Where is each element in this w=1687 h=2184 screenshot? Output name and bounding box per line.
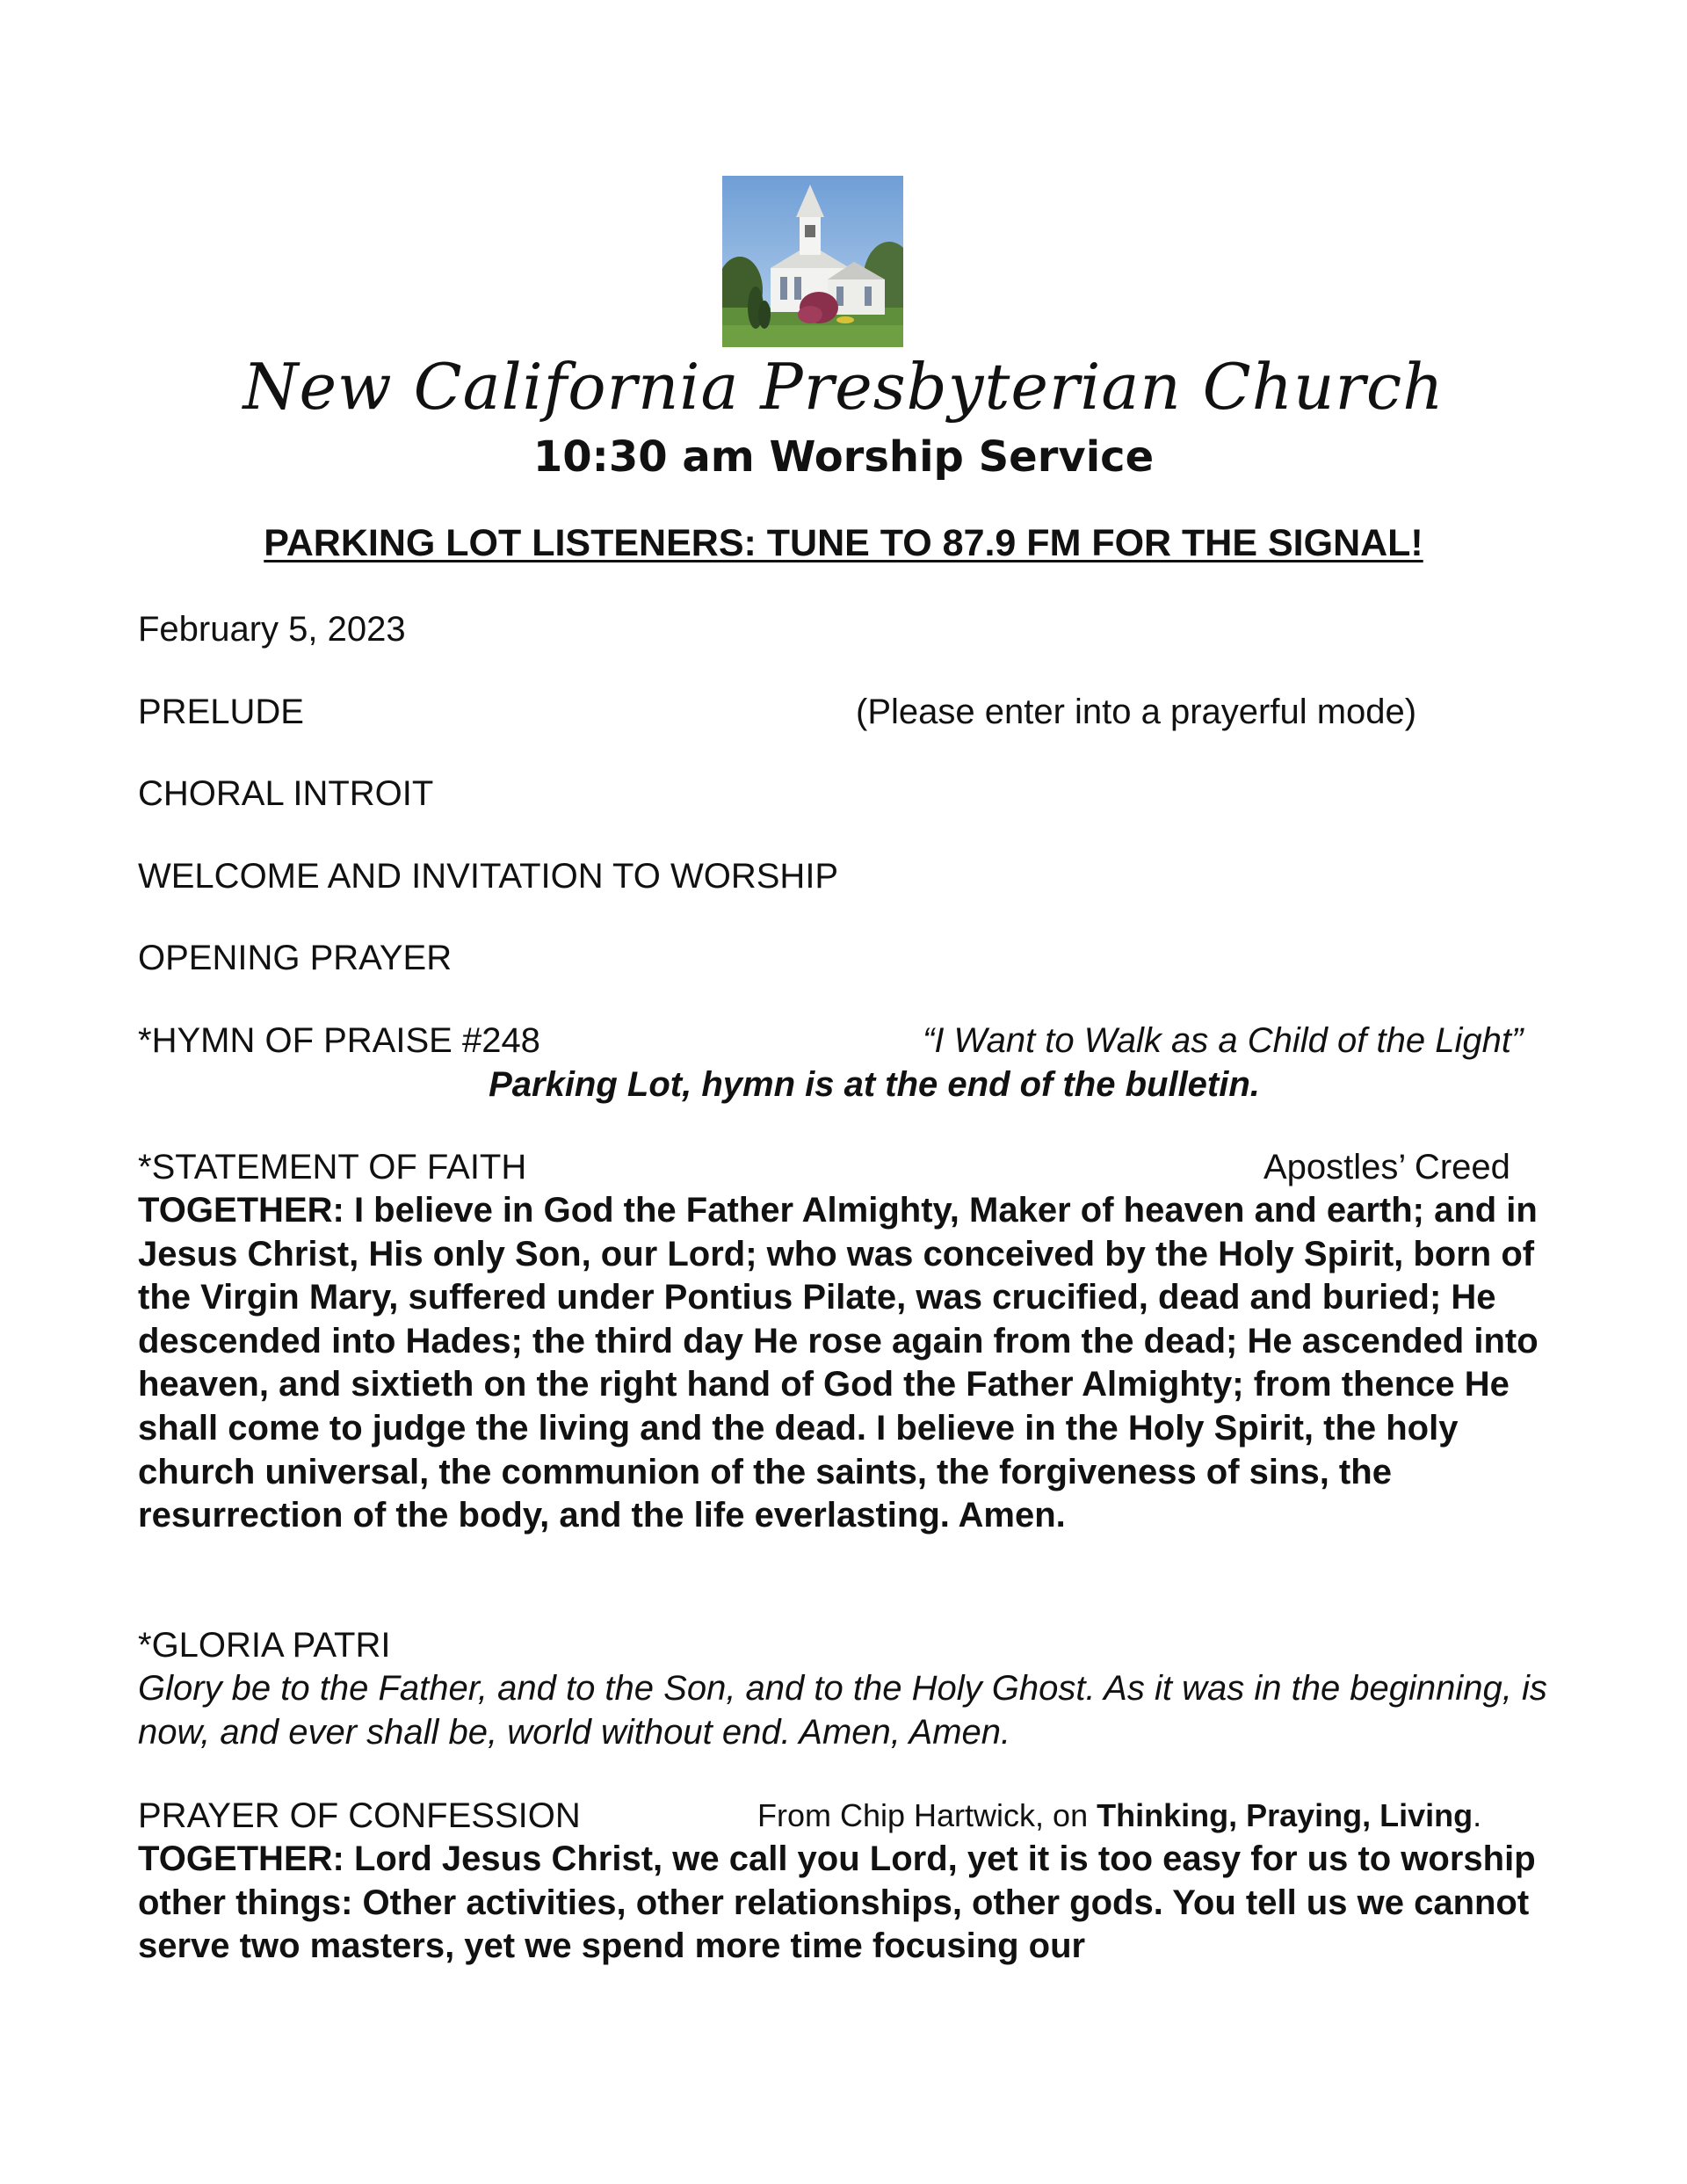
- confession-label: PRAYER OF CONFESSION: [138, 1796, 581, 1835]
- statement-of-faith-label: *STATEMENT OF FAITH: [138, 1148, 527, 1186]
- confession-source-suffix: .: [1473, 1797, 1482, 1833]
- prelude-note: (Please enter into a prayerful mode): [856, 693, 1417, 731]
- opening-prayer-label: OPENING PRAYER: [138, 939, 453, 977]
- parking-lot-banner: PARKING LOT LISTENERS: TUNE TO 87.9 FM FOR THE SIGNAL!: [264, 522, 1423, 564]
- statement-of-faith-source: Apostles’ Creed: [1263, 1148, 1510, 1186]
- gloria-patri-label: *GLORIA PATRI: [138, 1626, 391, 1665]
- church-name: New California Presbyterian Church: [243, 350, 1444, 424]
- service-date: February 5, 2023: [138, 610, 406, 649]
- gloria-patri-text: Glory be to the Father, and to the Son, and to the Holy Ghost. As it was in the beginning, is now, and ever shall be, world without end. Amen, Amen.: [138, 1669, 1547, 1752]
- hymn-parking-note: Parking Lot, hymn is at the end of the bulletin.: [489, 1065, 1260, 1104]
- welcome-label: WELCOME AND INVITATION TO WORSHIP: [138, 857, 839, 896]
- prelude-label: PRELUDE: [138, 693, 304, 731]
- apostles-creed-text: TOGETHER: I believe in God the Father Almighty, Maker of heaven and earth; and in Jesus Christ, His only Son, our Lord; who was conceived by the Holy Spirit, born of the Virgin Mary, suffered under Pontius Pilate, was crucified, dead and buried; He descended into Hades; the third day He rose again from the dead; He ascended into heaven, and sixtieth on the right hand of God the Father Almighty; from thence He shall come to judge the living and the dead. I believe in the Holy Spirit, the holy church universal, the communion of the saints, the forgiveness of sins, the resurrection of the body, and the life everlasting. Amen.: [138, 1191, 1539, 1535]
- hymn-title: “I Want to Walk as a Child of the Light”: [923, 1021, 1524, 1060]
- service-time: 10:30 am Worship Service: [532, 432, 1155, 482]
- confession-source: [757, 1794, 1481, 1838]
- hymn-label: *HYMN OF PRAISE #248: [138, 1021, 540, 1060]
- choral-introit-label: CHORAL INTROIT: [138, 774, 434, 813]
- confession-source-prefix: From Chip Hartwick, on: [757, 1797, 1097, 1833]
- confession-text: TOGETHER: Lord Jesus Christ, we call you Lord, yet it is too easy for us to worship other things: Other activities, other relationships, other gods. You tell us we cannot serve two masters, yet we spend more time focusing our: [138, 1839, 1536, 1966]
- church-photo: [722, 176, 903, 347]
- confession-source-title: Thinking, Praying, Living: [1097, 1797, 1473, 1833]
